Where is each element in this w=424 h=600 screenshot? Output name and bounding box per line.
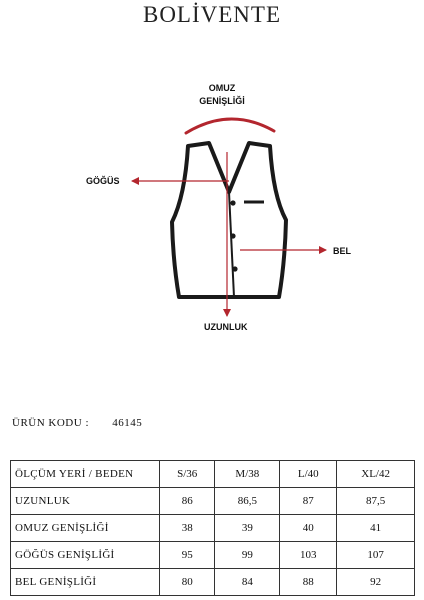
shoulder-label: [182, 82, 262, 108]
table-cell: 84: [215, 569, 280, 596]
product-code-value: 46145: [112, 417, 143, 429]
table-cell: 103: [280, 542, 337, 569]
product-code: [12, 417, 142, 429]
table-cell: 40: [280, 515, 337, 542]
shoulder-width-arc: [186, 119, 274, 133]
table-cell: 87,5: [337, 488, 415, 515]
vest-button: [232, 266, 237, 271]
vest-outline: [172, 143, 286, 297]
size-chart-table: [10, 460, 415, 596]
table-cell: 95: [160, 542, 215, 569]
table-row: [11, 488, 415, 515]
vest-button: [230, 200, 235, 205]
table-header-cell: XL/42: [337, 461, 415, 488]
shoulder-label-line1: OMUZ: [208, 83, 236, 93]
table-row: [11, 515, 415, 542]
table-cell: 86,5: [215, 488, 280, 515]
chest-label: GÖĞÜS: [86, 176, 120, 186]
brand-logo: BOLİVENTE: [142, 2, 282, 27]
table-header-cell: M/38: [215, 461, 280, 488]
table-row: [11, 542, 415, 569]
table-cell: 41: [337, 515, 415, 542]
table-cell: 99: [215, 542, 280, 569]
table-header-row: [11, 461, 415, 488]
waist-label: BEL: [333, 246, 351, 256]
product-code-label: ÜRÜN KODU :: [12, 417, 89, 429]
vest-button: [230, 233, 235, 238]
table-cell: 92: [337, 569, 415, 596]
table-cell: 80: [160, 569, 215, 596]
table-cell: GÖĞÜS GENİŞLİĞİ: [11, 542, 160, 569]
table-cell: 38: [160, 515, 215, 542]
table-cell: OMUZ GENİŞLİĞİ: [11, 515, 160, 542]
table-header-cell: S/36: [160, 461, 215, 488]
table-row: [11, 569, 415, 596]
table-cell: 87: [280, 488, 337, 515]
length-label: UZUNLUK: [204, 322, 248, 332]
table-cell: BEL GENİŞLİĞİ: [11, 569, 160, 596]
table-cell: 107: [337, 542, 415, 569]
table-cell: UZUNLUK: [11, 488, 160, 515]
table-header-cell: L/40: [280, 461, 337, 488]
shoulder-label-line2: GENİŞLİĞİ: [199, 96, 245, 106]
table-header-cell: ÖLÇÜM YERİ / BEDEN: [11, 461, 160, 488]
table-cell: 39: [215, 515, 280, 542]
table-cell: 86: [160, 488, 215, 515]
table-cell: 88: [280, 569, 337, 596]
